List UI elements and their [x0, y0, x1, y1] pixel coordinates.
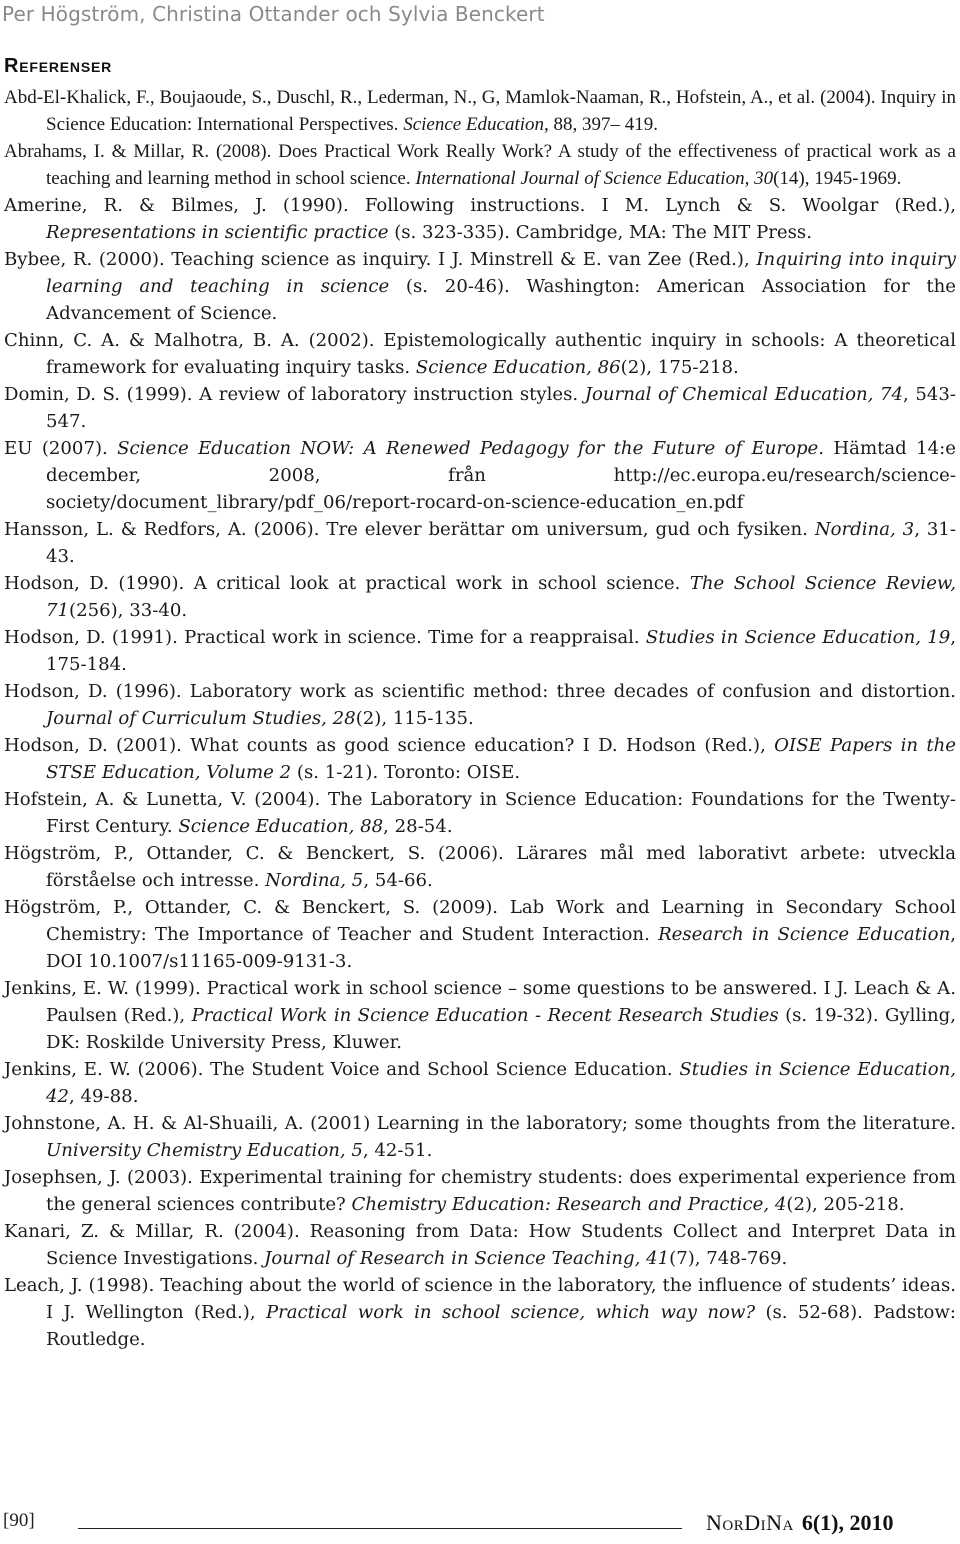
- reference-details: , 54-66.: [363, 870, 433, 891]
- reference-venue: Journal of Research in Science Teaching, 41: [264, 1248, 670, 1269]
- reference-entry: [4, 975, 956, 1056]
- reference-details: , 49-88.: [69, 1086, 139, 1107]
- reference-text: Abrahams, I. & Millar, R. (2008). Does Practical Work Really Work? A study of the effectiveness of practical work as a teaching and learning method in school science.: [4, 141, 956, 189]
- reference-entry: [4, 678, 956, 732]
- reference-text: Högström, P., Ottander, C. & Benckert, S. (2006). Lärares mål med laborativt arbete: utveckla förståelse och intresse.: [4, 843, 956, 891]
- reference-venue: University Chemistry Education, 5: [46, 1140, 363, 1161]
- reference-venue: Science Education, 88: [178, 816, 384, 837]
- reference-venue: Nordina, 3: [814, 519, 915, 540]
- reference-text: Hodson, D. (1990). A critical look at practical work in school science.: [4, 573, 690, 594]
- reference-details: 88, 397– 419.: [548, 114, 659, 135]
- reference-entry: [4, 894, 956, 975]
- reference-details: (s. 19-32). Gylling, DK: Roskilde University Press, Kluwer.: [46, 1005, 957, 1053]
- reference-venue: OISE Papers in the STSE Education, Volume 2: [46, 735, 956, 783]
- reference-list: [4, 84, 956, 1353]
- reference-entry: [4, 381, 956, 435]
- reference-venue: Studies in Science Education, 42: [46, 1059, 956, 1107]
- reference-text: Jenkins, E. W. (2006). The Student Voice and School Science Education.: [4, 1059, 680, 1080]
- reference-details: , DOI 10.1007/s11165-009-9131-3.: [46, 924, 956, 972]
- reference-venue: Chemistry Education: Research and Practice, 4: [351, 1194, 787, 1215]
- reference-venue: Representations in scientific practice: [46, 222, 389, 243]
- reference-details: (s. 20-46). Washington: American Association for the Advancement of Science.: [46, 276, 956, 324]
- reference-entry: [4, 624, 956, 678]
- reference-details: , 28-54.: [383, 816, 453, 837]
- reference-details: (2), 115-135.: [355, 708, 474, 729]
- reference-details: (s. 1-21). Toronto: OISE.: [291, 762, 521, 783]
- reference-details: Hämtad 14:e december, 2008, från http://ec.europa.eu/research/science-society/document_library/pdf_06/report-rocard-on-science-education_en.pdf: [46, 438, 956, 513]
- reference-details: (2), 205-218.: [786, 1194, 905, 1215]
- reference-text: Hodson, D. (1996). Laboratory work as scientific method: three decades of confusion and distortion.: [4, 681, 956, 702]
- reference-venue: Practical Work in Science Education - Recent Research Studies: [191, 1005, 779, 1026]
- reference-venue: Science Education,: [403, 114, 549, 135]
- reference-entry: [4, 1110, 956, 1164]
- reference-details: (s. 52-68). Padstow: Routledge.: [46, 1302, 956, 1350]
- reference-text: Amerine, R. & Bilmes, J. (1990). Following instructions. I M. Lynch & S. Woolgar (Red.),: [4, 195, 956, 216]
- reference-entry: [4, 732, 956, 786]
- reference-entry: [4, 84, 956, 138]
- page-number: [90]: [3, 1510, 35, 1531]
- reference-details: (14), 1945-1969.: [773, 168, 902, 189]
- reference-entry: [4, 246, 956, 327]
- reference-text: Jenkins, E. W. (1999). Practical work in school science – some questions to be answered. I J. Leach & A. Paulsen (Red.),: [4, 978, 956, 1026]
- reference-venue: Nordina, 5: [265, 870, 364, 891]
- reference-details: , 31-43.: [46, 519, 956, 567]
- reference-venue: Inquiring into inquiry learning and teaching in science: [46, 249, 957, 297]
- journal-issue: 6(1), 2010: [801, 1510, 894, 1535]
- section-title: Referenser: [4, 55, 113, 77]
- reference-venue: Journal of Curriculum Studies, 28: [46, 708, 356, 729]
- reference-entry: [4, 1164, 956, 1218]
- reference-entry: [4, 840, 956, 894]
- reference-venue: The School Science Review, 71: [46, 573, 956, 621]
- reference-text: Hofstein, A. & Lunetta, V. (2004). The Laboratory in Science Education: Foundations for the Twenty-First Century.: [4, 789, 956, 837]
- reference-text: Högström, P., Ottander, C. & Benckert, S. (2009). Lab Work and Learning in Secondary School Chemistry: The Importance of Teacher and Student Interaction.: [4, 897, 956, 945]
- reference-details: , 175-184.: [46, 627, 956, 675]
- reference-details: (7), 748-769.: [669, 1248, 788, 1269]
- reference-venue: Practical work in school science, which way now?: [265, 1302, 756, 1323]
- reference-text: EU (2007).: [4, 438, 118, 459]
- reference-text: Leach, J. (1998). Teaching about the world of science in the laboratory, the influence of students’ ideas. I J. Wellington (Red.),: [4, 1275, 956, 1323]
- reference-details: , 543-547.: [46, 384, 957, 432]
- reference-entry: [4, 327, 956, 381]
- reference-text: Chinn, C. A. & Malhotra, B. A. (2002). Epistemologically authentic inquiry in schools: A theoretical framework for evaluating inquiry tasks.: [4, 330, 956, 378]
- reference-entry: [4, 1056, 956, 1110]
- reference-venue: Science Education NOW: A Renewed Pedagogy for the Future of Europe.: [117, 438, 824, 459]
- reference-text: Hodson, D. (2001). What counts as good science education? I D. Hodson (Red.),: [4, 735, 775, 756]
- reference-entry: [4, 192, 956, 246]
- reference-venue: Studies in Science Education, 19: [645, 627, 951, 648]
- reference-venue: International Journal of Science Education, 30: [415, 168, 774, 189]
- reference-entry: [4, 435, 956, 516]
- reference-details: (2), 175-218.: [620, 357, 739, 378]
- reference-entry: [4, 138, 956, 192]
- reference-venue: Research in Science Education: [658, 924, 951, 945]
- reference-text: Hansson, L. & Redfors, A. (2006). Tre elever berättar om universum, gud och fysiken.: [4, 519, 815, 540]
- reference-entry: [4, 1218, 956, 1272]
- reference-text: Kanari, Z. & Millar, R. (2004). Reasoning from Data: How Students Collect and Interpret Data in Science Investigations.: [4, 1221, 956, 1269]
- running-head: Per Högström, Christina Ottander och Sylvia Benckert: [2, 2, 545, 26]
- reference-text: Domin, D. S. (1999). A review of laboratory instruction styles.: [4, 384, 585, 405]
- reference-text: Josephsen, J. (2003). Experimental training for chemistry students: does experimental experience from the general sciences contribute?: [4, 1167, 956, 1215]
- footer-rule: [78, 1528, 682, 1529]
- journal-name: NorDiNa: [706, 1510, 794, 1535]
- journal-footer: [706, 1510, 893, 1536]
- reference-details: , 42-51.: [362, 1140, 433, 1161]
- reference-entry: [4, 516, 956, 570]
- reference-entry: [4, 1272, 956, 1353]
- reference-text: Abd-El-Khalick, F., Boujaoude, S., Duschl, R., Lederman, N., G, Mamlok-Naaman, R., Hofstein, A., et al. (2004). Inquiry in Science Education: International Perspectives.: [4, 87, 956, 135]
- reference-details: (256), 33-40.: [69, 600, 188, 621]
- reference-entry: [4, 570, 956, 624]
- reference-text: Hodson, D. (1991). Practical work in science. Time for a reappraisal.: [4, 627, 646, 648]
- reference-text: Johnstone, A. H. & Al-Shuaili, A. (2001) Learning in the laboratory; some thoughts from the literature.: [4, 1113, 956, 1134]
- reference-details: (s. 323-335). Cambridge, MA: The MIT Press.: [388, 222, 812, 243]
- reference-entry: [4, 786, 956, 840]
- reference-venue: Science Education, 86: [415, 357, 621, 378]
- reference-text: Bybee, R. (2000). Teaching science as inquiry. I J. Minstrell & E. van Zee (Red.),: [4, 249, 757, 270]
- reference-venue: Journal of Chemical Education, 74: [584, 384, 904, 405]
